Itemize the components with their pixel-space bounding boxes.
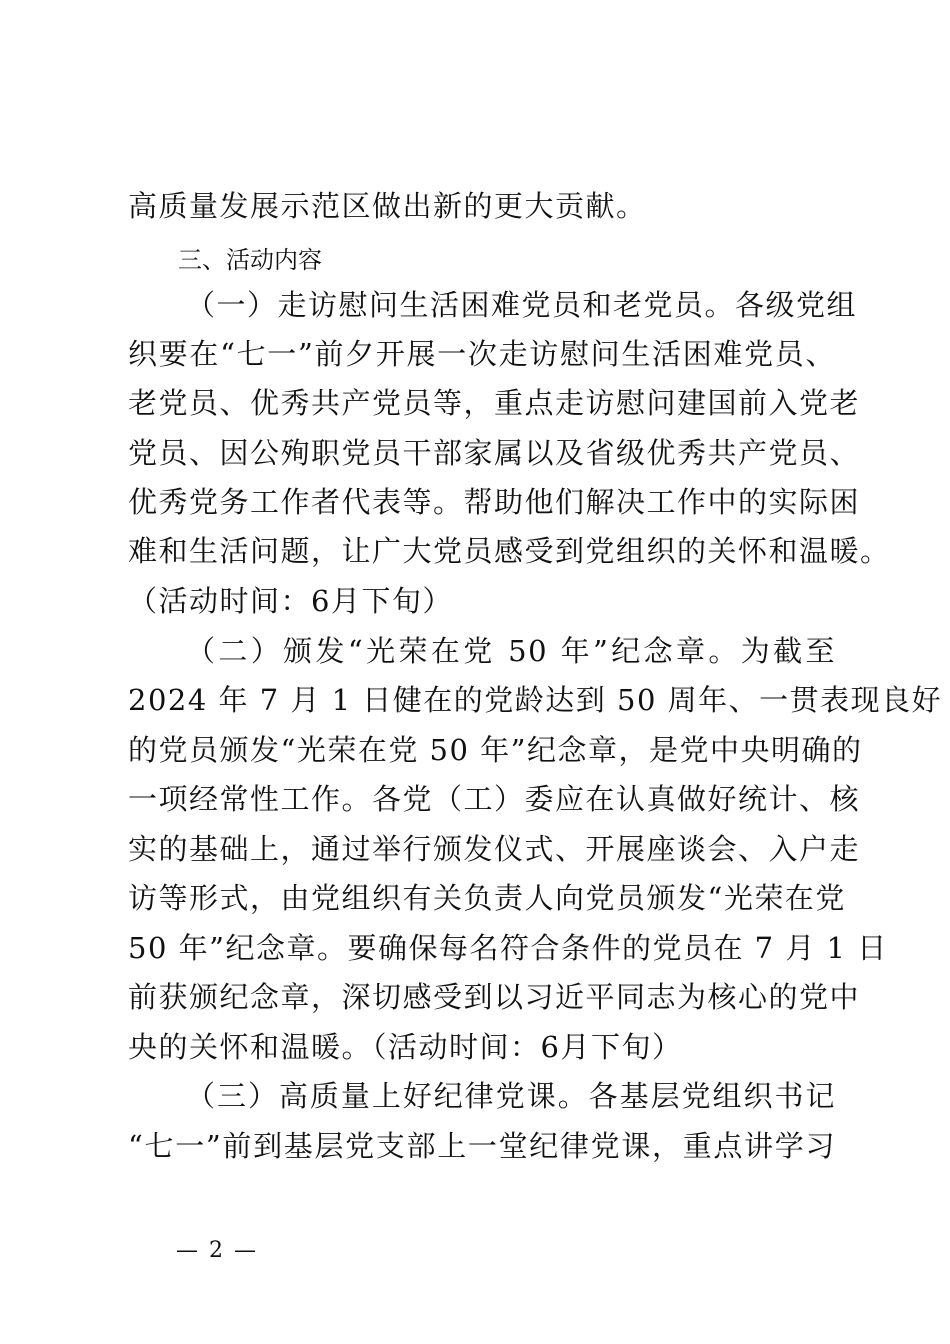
paragraph-line-6: 党员、因公殉职党员干部家属以及省级优秀共产党员、 <box>128 436 861 470</box>
paragraph-line-10: （二）颁发“光荣在党 50 年”纪念章。为截至 <box>186 634 836 668</box>
paragraph-line-15: 访等形式，由党组织有关负责人向党员颁发“光荣在党 <box>128 881 846 915</box>
paragraph-line-5: 老党员、优秀共产党员等，重点走访慰问建国前入党老 <box>128 386 861 420</box>
paragraph-line-14: 实的基础上，通过举行颁发仪式、开展座谈会、入户走 <box>128 832 861 866</box>
paragraph-line-12: 的党员颁发“光荣在党 50 年”纪念章，是党中央明确的 <box>128 733 863 767</box>
paragraph-line-9: （活动时间：6月下旬） <box>128 584 453 618</box>
paragraph-line-8: 难和生活问题，让广大党员感受到党组织的关怀和温暖。 <box>128 534 891 568</box>
paragraph-line-20: “七一”前到基层党支部上一堂纪律党课，重点讲学习 <box>128 1129 836 1163</box>
paragraph-line-3: （一）走访慰问生活困难党员和老党员。各级党组 <box>186 288 858 322</box>
paragraph-line-4: 织要在“七一”前夕开展一次走访慰问生活困难党员、 <box>128 337 836 371</box>
paragraph-line-11: 2024 年 7 月 1 日健在的党龄达到 50 周年、一贯表现良好 <box>128 683 943 717</box>
paragraph-line-13: 一项经常性工作。各党（工）委应在认真做好统计、核 <box>128 782 861 816</box>
paragraph-line-17: 前获颁纪念章，深切感受到以习近平同志为核心的党中 <box>128 980 861 1014</box>
section-heading: 三、活动内容 <box>178 246 322 274</box>
paragraph-line-1: 高质量发展示范区做出新的更大贡献。 <box>128 189 647 223</box>
paragraph-line-19: （三）高质量上好纪律党课。各基层党组织书记 <box>186 1079 836 1113</box>
page-number: — 2 — <box>176 1238 258 1263</box>
paragraph-line-16: 50 年”纪念章。要确保每名符合条件的党员在 7 月 1 日 <box>128 931 888 965</box>
paragraph-line-7: 优秀党务工作者代表等。帮助他们解决工作中的实际困 <box>128 485 861 519</box>
paragraph-line-18: 央的关怀和温暖。（活动时间：6月下旬） <box>128 1030 683 1064</box>
